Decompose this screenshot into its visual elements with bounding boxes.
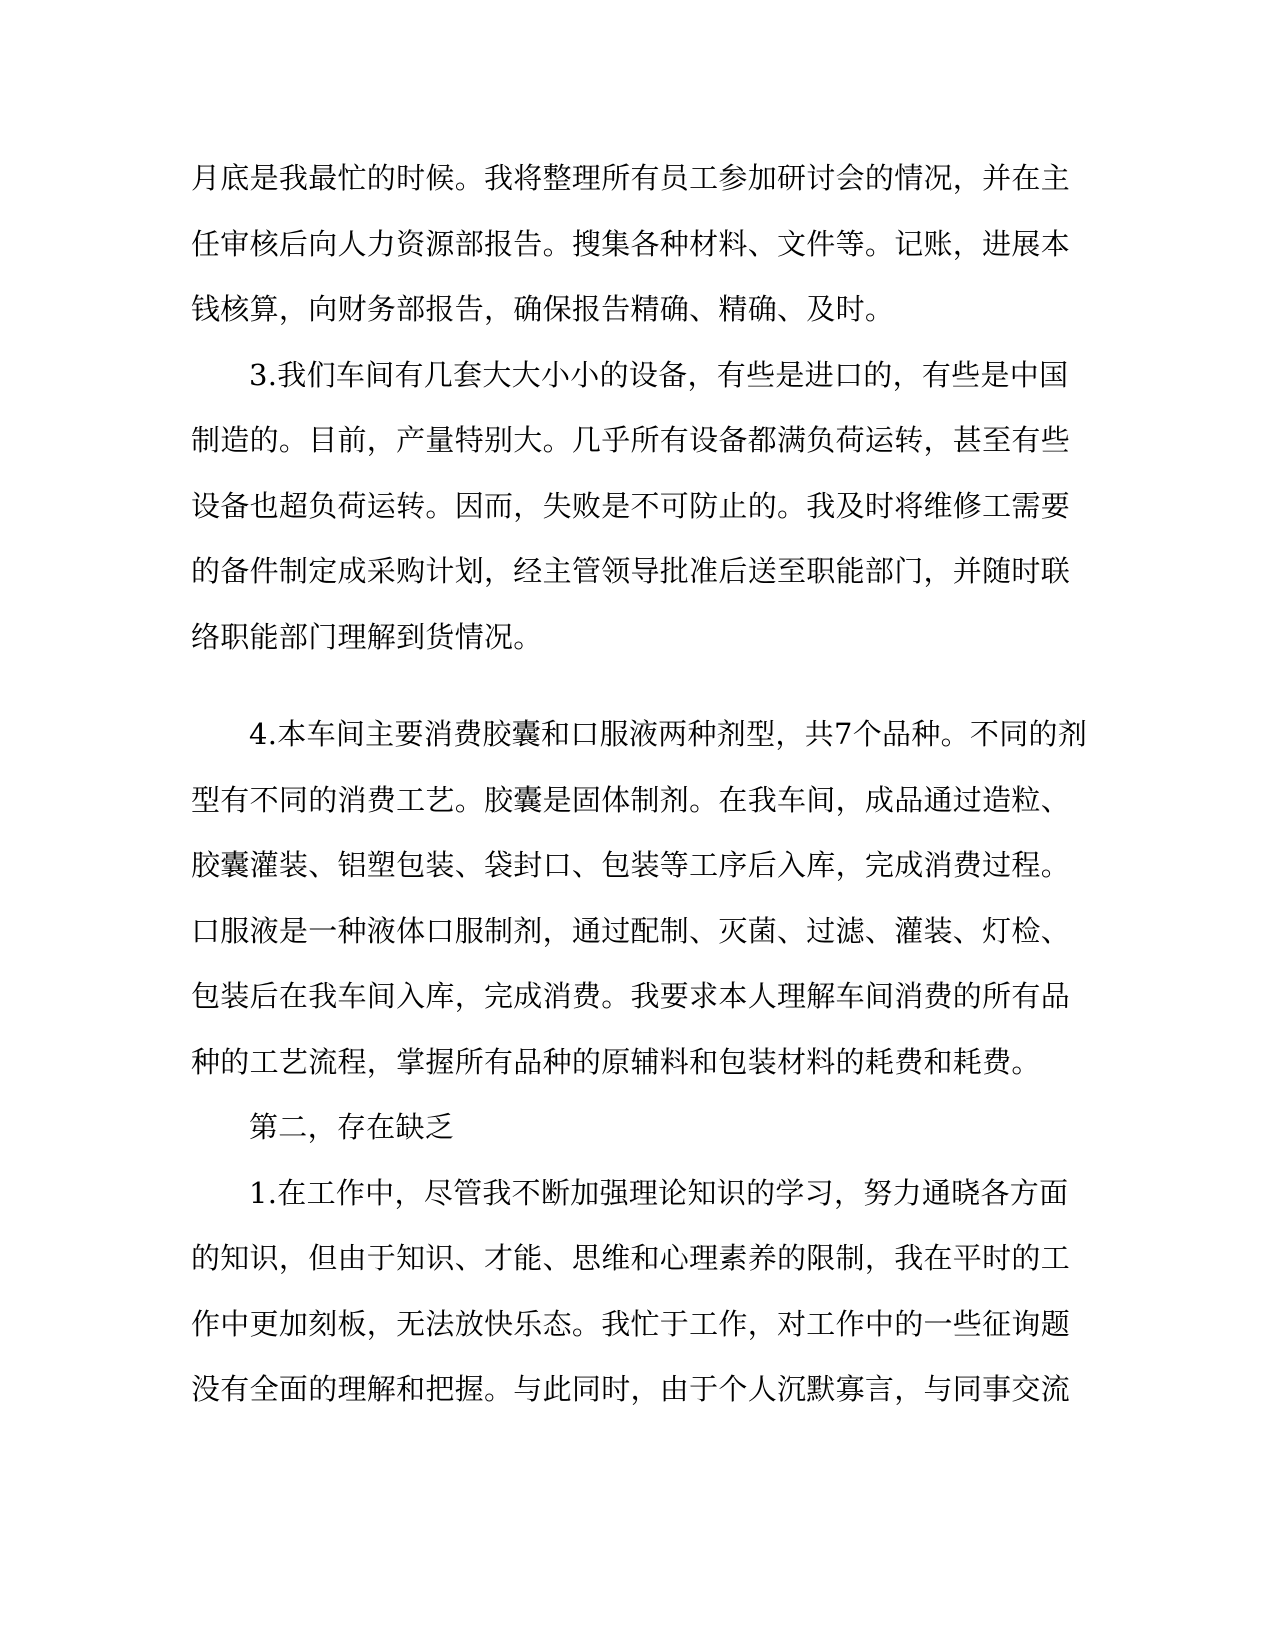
section-heading: 第二，存在缺乏: [249, 1110, 455, 1144]
text-line: 4.本车间主要消费胶囊和口服液两种剂型，共7个品种。不同的剂: [249, 717, 1088, 751]
text-line: 设备也超负荷运转。因而，失败是不可防止的。我及时将维修工需要: [191, 488, 1071, 523]
text-line: 络职能部门理解到货情况。: [191, 619, 543, 654]
text-line: 口服液是一种液体口服制剂，通过配制、灭菌、过滤、灌装、灯检、: [191, 913, 1071, 948]
text-line: 作中更加刻板，无法放快乐态。我忙于工作，对工作中的一些征询题: [191, 1306, 1071, 1341]
text-line: 的备件制定成采购计划，经主管领导批准后送至职能部门，并随时联: [191, 554, 1071, 588]
text-block-2: [191, 702, 1091, 1423]
text-line: 胶囊灌装、铝塑包装、袋封口、包装等工序后入库，完成消费过程。: [191, 848, 1071, 882]
text-line: 包装后在我车间入库，完成消费。我要求本人理解车间消费的所有品: [191, 979, 1071, 1013]
text-line: 任审核后向人力资源部报告。搜集各种材料、文件等。记账，进展本: [191, 226, 1071, 261]
text-line: 制造的。目前，产量特别大。几乎所有设备都满负荷运转，甚至有些: [191, 423, 1071, 457]
text-line: 种的工艺流程，掌握所有品种的原辅料和包装材料的耗费和耗费。: [191, 1044, 1041, 1079]
text-line: 3.我们车间有几套大大小小的设备，有些是进口的，有些是中国: [249, 357, 1069, 392]
text-line: 钱核算，向财务部报告，确保报告精确、精确、及时。: [191, 292, 895, 326]
text-line: 1.在工作中，尽管我不断加强理论知识的学习，努力通晓各方面: [249, 1175, 1069, 1210]
text-line: 的知识，但由于知识、才能、思维和心理素养的限制，我在平时的工: [191, 1241, 1071, 1275]
text-line: 没有全面的理解和把握。与此同时，由于个人沉默寡言，与同事交流: [191, 1372, 1071, 1406]
text-line: 月底是我最忙的时候。我将整理所有员工参加研讨会的情况，并在主: [191, 161, 1071, 195]
text-line: 型有不同的消费工艺。胶囊是固体制剂。在我车间，成品通过造粒、: [191, 782, 1071, 817]
text-block-1: [191, 146, 1091, 670]
